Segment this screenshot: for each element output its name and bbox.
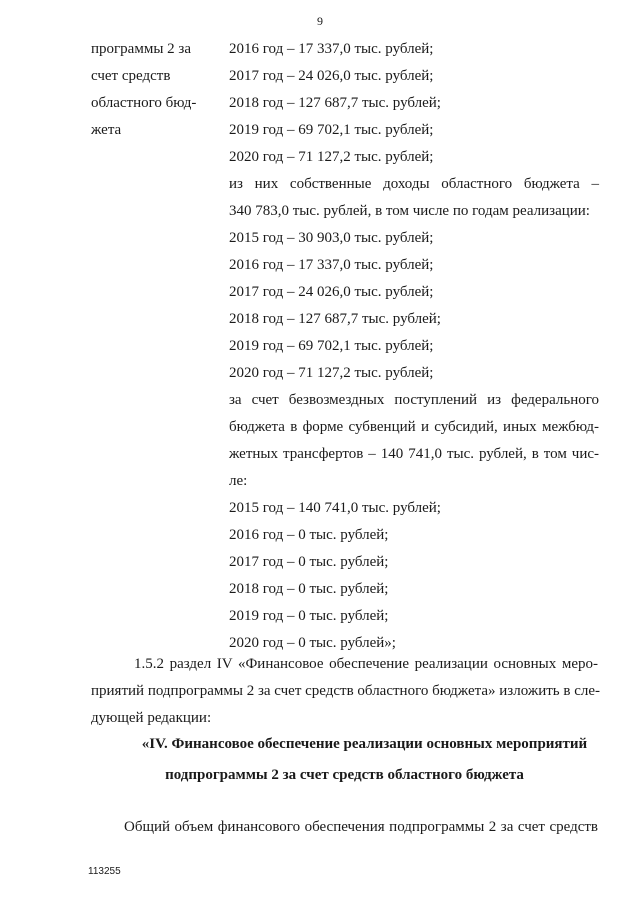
- section-heading: [91, 729, 598, 791]
- funding-line: 2020 год – 71 127,2 тыс. рублей;: [229, 365, 434, 381]
- funding-line: 340 783,0 тыс. рублей, в том числе по годам реализации:: [229, 203, 590, 219]
- funding-line: 2015 год – 140 741,0 тыс. рублей;: [229, 500, 441, 516]
- label-line: программы 2 за: [91, 41, 191, 57]
- funding-line: бюджета в форме субвенций и субсидий, иных межбюд-: [229, 419, 599, 435]
- paragraph-total-funding: Общий объем финансового обеспечения подпрограммы 2 за счет средств: [124, 819, 598, 835]
- funding-line: 2019 год – 69 702,1 тыс. рублей;: [229, 338, 434, 354]
- funding-source-label: [91, 36, 221, 144]
- paragraph-line: дующей редакции:: [91, 710, 212, 726]
- funding-line: за счет безвозмездных поступлений из федерального: [229, 392, 599, 408]
- funding-line: 2016 год – 17 337,0 тыс. рублей;: [229, 257, 434, 273]
- funding-line: 2018 год – 127 687,7 тыс. рублей;: [229, 95, 441, 111]
- funding-line: 2017 год – 24 026,0 тыс. рублей;: [229, 284, 434, 300]
- page-number: 9: [317, 14, 323, 28]
- funding-line: ле:: [229, 473, 248, 489]
- funding-line: жетных трансфертов – 140 741,0 тыс. рублей, в том чис-: [229, 446, 599, 462]
- document-code: 113255: [88, 866, 121, 877]
- funding-line: 2017 год – 24 026,0 тыс. рублей;: [229, 68, 434, 84]
- paragraph-line: 1.5.2 раздел IV «Финансовое обеспечение реализации основных меро-: [134, 656, 598, 672]
- paragraph-1-5-2: [91, 651, 601, 732]
- funding-line: 2016 год – 17 337,0 тыс. рублей;: [229, 41, 434, 57]
- funding-line: 2019 год – 69 702,1 тыс. рублей;: [229, 122, 434, 138]
- label-line: жета: [91, 122, 122, 138]
- label-line: областного бюд-: [91, 95, 197, 111]
- funding-line: 2018 год – 0 тыс. рублей;: [229, 581, 389, 597]
- funding-amounts-list: [229, 36, 599, 657]
- paragraph-line: приятий подпрограммы 2 за счет средств областного бюджета» изложить в сле-: [91, 683, 601, 699]
- funding-line: 2020 год – 0 тыс. рублей»;: [229, 635, 396, 651]
- funding-line: 2018 год – 127 687,7 тыс. рублей;: [229, 311, 441, 327]
- funding-line: 2015 год – 30 903,0 тыс. рублей;: [229, 230, 434, 246]
- funding-line: 2016 год – 0 тыс. рублей;: [229, 527, 389, 543]
- funding-line: 2019 год – 0 тыс. рублей;: [229, 608, 389, 624]
- heading-line: «IV. Финансовое обеспечение реализации основных мероприятий: [141, 736, 588, 752]
- funding-line: 2020 год – 71 127,2 тыс. рублей;: [229, 149, 434, 165]
- funding-line: из них собственные доходы областного бюджета –: [229, 176, 599, 192]
- funding-line: 2017 год – 0 тыс. рублей;: [229, 554, 389, 570]
- heading-line: подпрограммы 2 за счет средств областного бюджета: [165, 767, 524, 783]
- label-line: счет средств: [91, 68, 171, 84]
